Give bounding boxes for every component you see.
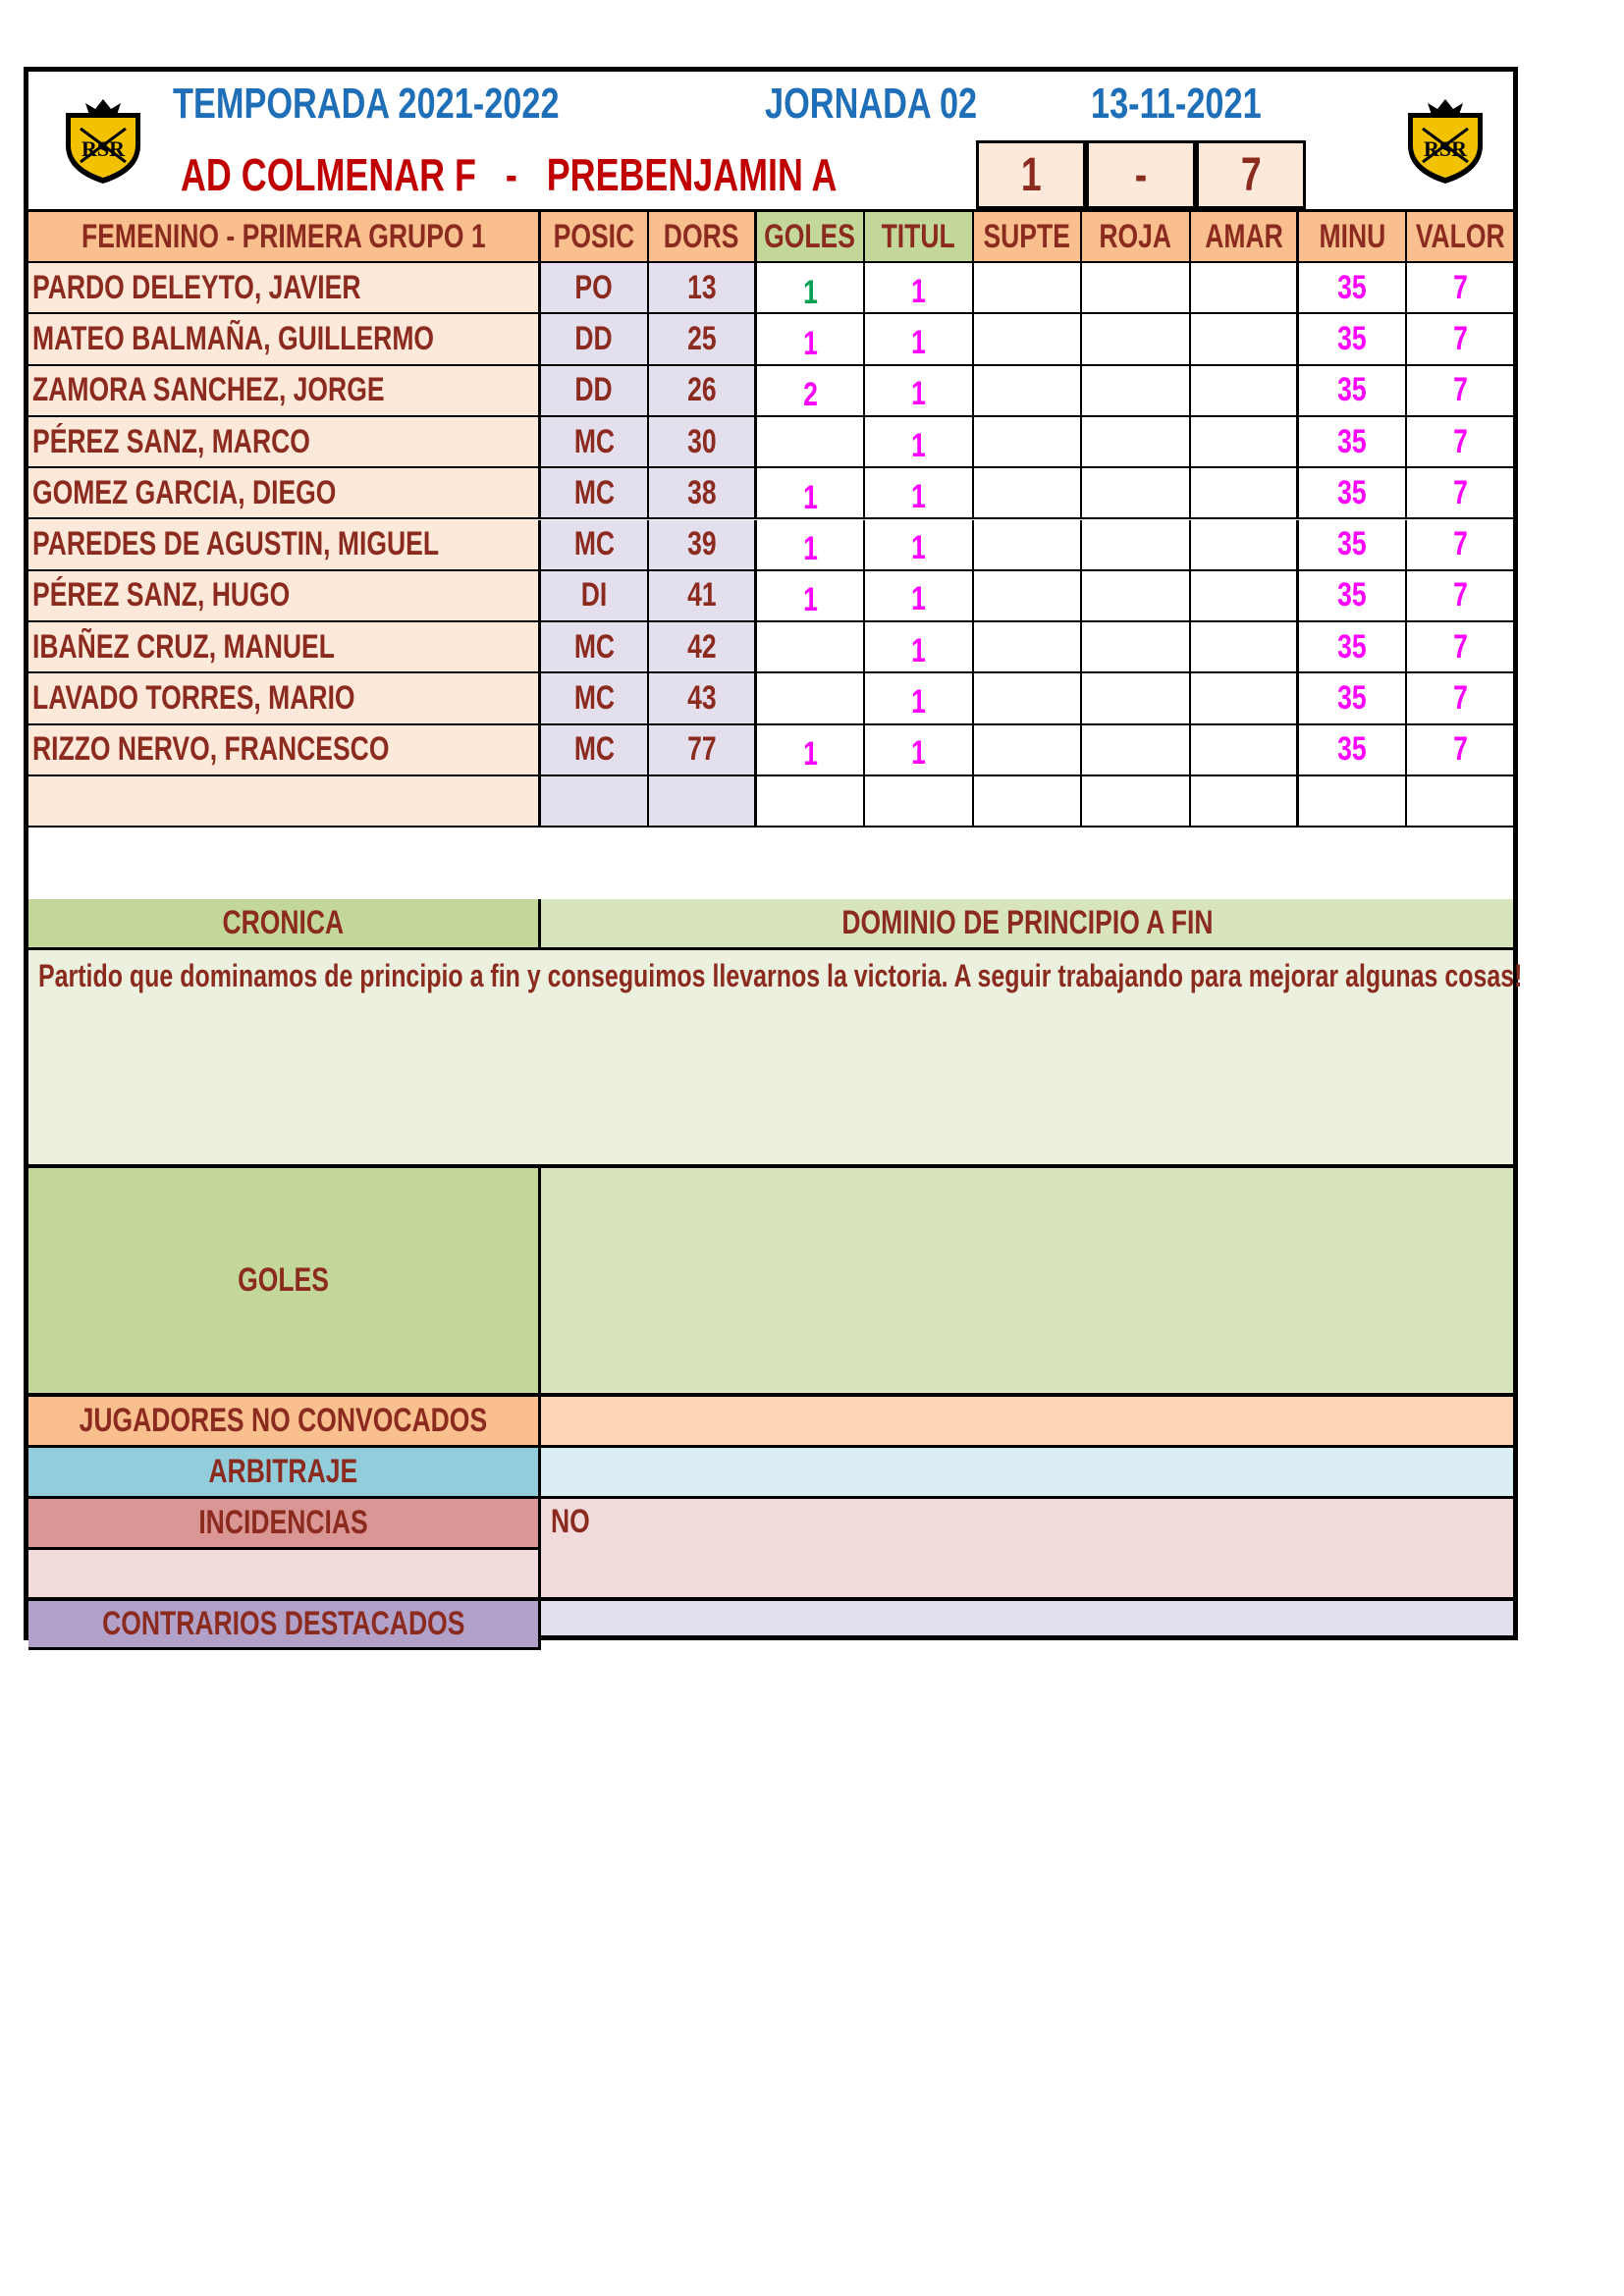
col-header-posic-label: POSIC	[553, 217, 635, 255]
table-cell-roja	[1082, 725, 1191, 776]
table-cell-amar	[1191, 571, 1299, 622]
row-name: PÉREZ SANZ, MARCO	[32, 422, 310, 460]
table-cell-goles	[757, 366, 865, 417]
row-titul: 1	[911, 375, 926, 413]
table-cell-name	[28, 725, 541, 776]
row-dors: 25	[686, 319, 717, 357]
row-dors: 26	[686, 371, 717, 409]
contrarios-label: CONTRARIOS DESTACADOS	[101, 1605, 465, 1642]
row-dors: 30	[686, 422, 717, 460]
table-cell-goles	[757, 520, 865, 571]
table-cell-supte	[974, 263, 1082, 314]
no-convocados-value-cell	[541, 1397, 1513, 1448]
arbitraje-label: ARBITRAJE	[208, 1453, 358, 1490]
table-cell-titul	[865, 314, 974, 365]
col-header-goles	[757, 212, 865, 263]
row-minu: 35	[1337, 422, 1367, 460]
row-dors: 42	[686, 627, 717, 666]
row-valor: 7	[1452, 679, 1468, 718]
table-cell-posic	[541, 776, 649, 828]
table-cell-goles	[757, 725, 865, 776]
table-cell-dors	[649, 673, 757, 724]
table-cell-valor	[1407, 622, 1513, 673]
table-cell-posic	[541, 520, 649, 571]
col-header-titul	[865, 212, 974, 263]
table-cell-valor	[1407, 673, 1513, 724]
table-cell-name	[28, 776, 541, 828]
contrarios-label-cell	[28, 1601, 541, 1650]
table-cell-goles	[757, 776, 865, 828]
row-name: GOMEZ GARCIA, DIEGO	[32, 473, 337, 511]
season-label: TEMPORADA 2021-2022	[173, 80, 560, 128]
table-cell-titul	[865, 366, 974, 417]
table-cell-valor	[1407, 468, 1513, 519]
row-dors: 77	[686, 730, 717, 769]
col-header-valor	[1407, 212, 1513, 263]
row-valor: 7	[1452, 319, 1468, 357]
table-cell-roja	[1082, 673, 1191, 724]
table-cell-amar	[1191, 725, 1299, 776]
col-header-goles-label: GOLES	[764, 217, 856, 255]
matchday-label: JORNADA 02	[765, 80, 978, 128]
table-cell-roja	[1082, 776, 1191, 828]
col-header-amar-label: AMAR	[1204, 217, 1283, 255]
row-valor: 7	[1452, 525, 1468, 563]
table-cell-valor	[1407, 417, 1513, 468]
table-cell-supte	[974, 468, 1082, 519]
table-cell-dors	[649, 520, 757, 571]
table-cell-goles	[757, 622, 865, 673]
table-cell-goles	[757, 571, 865, 622]
table-cell-name	[28, 366, 541, 417]
row-goles: 2	[802, 376, 818, 414]
table-cell-titul	[865, 622, 974, 673]
table-cell-titul	[865, 468, 974, 519]
col-header-amar	[1191, 212, 1299, 263]
table-cell-minu	[1299, 314, 1407, 365]
table-cell-amar	[1191, 263, 1299, 314]
table-cell-dors	[649, 571, 757, 622]
row-posic: MC	[573, 679, 615, 718]
table-cell-supte	[974, 673, 1082, 724]
table-cell-roja	[1082, 468, 1191, 519]
table-cell-name	[28, 314, 541, 365]
table-cell-titul	[865, 776, 974, 828]
svg-text:RSR: RSR	[1423, 136, 1468, 161]
row-name: MATEO BALMAÑA, GUILLERMO	[32, 319, 435, 357]
row-titul: 1	[911, 272, 926, 310]
row-posic: MC	[573, 730, 615, 769]
table-cell-name	[28, 520, 541, 571]
row-goles: 1	[802, 581, 818, 619]
table-cell-titul	[865, 571, 974, 622]
table-cell-minu	[1299, 776, 1407, 828]
col-header-minu	[1299, 212, 1407, 263]
match-date: 13-11-2021	[1091, 80, 1262, 128]
table-cell-valor	[1407, 725, 1513, 776]
row-titul: 1	[911, 734, 926, 773]
cronica-text: Partido que dominamos de principio a fin y conseguimos llevarnos la victoria. A seguir trabajando para mejorar algunas cosas!	[38, 958, 1523, 993]
col-header-supte-label: SUPTE	[983, 217, 1071, 255]
table-cell-dors	[649, 263, 757, 314]
player-stats-table	[28, 209, 1513, 899]
table-cell-minu	[1299, 468, 1407, 519]
row-name: RIZZO NERVO, FRANCESCO	[32, 730, 390, 769]
table-cell-titul	[865, 673, 974, 724]
table-cell-supte	[974, 366, 1082, 417]
table-cell-supte	[974, 520, 1082, 571]
table-cell-goles	[757, 468, 865, 519]
table-cell-dors	[649, 417, 757, 468]
col-header-posic	[541, 212, 649, 263]
table-cell-name	[28, 673, 541, 724]
row-dors: 41	[686, 576, 717, 614]
col-header-team-label: FEMENINO - PRIMERA GRUPO 1	[81, 217, 486, 255]
row-name: IBAÑEZ CRUZ, MANUEL	[32, 627, 335, 666]
goles-label: GOLES	[238, 1261, 329, 1299]
table-cell-dors	[649, 622, 757, 673]
col-header-dors	[649, 212, 757, 263]
table-cell-amar	[1191, 520, 1299, 571]
table-cell-name	[28, 417, 541, 468]
table-cell-roja	[1082, 314, 1191, 365]
row-goles: 1	[802, 324, 818, 362]
table-cell-supte	[974, 417, 1082, 468]
contrarios-value-cell	[541, 1601, 1513, 1635]
table-cell-minu	[1299, 417, 1407, 468]
row-minu: 35	[1337, 371, 1367, 409]
incidencias-label: INCIDENCIAS	[198, 1504, 368, 1541]
col-header-valor-label: VALOR	[1415, 217, 1505, 255]
row-dors: 39	[686, 525, 717, 563]
row-valor: 7	[1452, 627, 1468, 666]
table-cell-name	[28, 263, 541, 314]
row-titul: 1	[911, 529, 926, 567]
table-cell-posic	[541, 314, 649, 365]
table-cell-valor	[1407, 520, 1513, 571]
table-cell-minu	[1299, 571, 1407, 622]
col-header-roja	[1082, 212, 1191, 263]
row-dors: 38	[686, 473, 717, 511]
row-minu: 35	[1337, 679, 1367, 718]
table-cell-name	[28, 571, 541, 622]
row-posic: DI	[580, 576, 608, 614]
cronica-title: DOMINIO DE PRINCIPIO A FIN	[840, 904, 1214, 941]
row-titul: 1	[911, 631, 926, 669]
table-cell-roja	[1082, 520, 1191, 571]
table-cell-valor	[1407, 571, 1513, 622]
table-cell-dors	[649, 725, 757, 776]
table-cell-supte	[974, 776, 1082, 828]
table-cell-posic	[541, 622, 649, 673]
row-name: LAVADO TORRES, MARIO	[32, 679, 355, 718]
table-cell-dors	[649, 314, 757, 365]
row-minu: 35	[1337, 730, 1367, 769]
no-convocados-label: JUGADORES NO CONVOCADOS	[79, 1402, 488, 1439]
score-separator: -	[1134, 148, 1148, 201]
row-posic: MC	[573, 422, 615, 460]
row-posic: MC	[573, 525, 615, 563]
table-cell-amar	[1191, 417, 1299, 468]
table-cell-goles	[757, 314, 865, 365]
table-cell-supte	[974, 571, 1082, 622]
row-posic: DD	[574, 319, 614, 357]
row-titul: 1	[911, 683, 926, 721]
row-valor: 7	[1452, 473, 1468, 511]
row-minu: 35	[1337, 525, 1367, 563]
club-crest-icon	[1398, 91, 1492, 187]
table-cell-roja	[1082, 366, 1191, 417]
table-cell-amar	[1191, 776, 1299, 828]
table-cell-minu	[1299, 520, 1407, 571]
score-home-box	[976, 140, 1086, 209]
arbitraje-value-cell	[541, 1448, 1513, 1499]
row-posic: DD	[574, 371, 614, 409]
table-cell-minu	[1299, 673, 1407, 724]
table-cell-valor	[1407, 314, 1513, 365]
row-dors: 13	[686, 268, 717, 306]
row-goles: 1	[802, 273, 818, 311]
row-minu: 35	[1337, 319, 1367, 357]
table-cell-name	[28, 622, 541, 673]
table-cell-posic	[541, 673, 649, 724]
cronica-label: CRONICA	[222, 904, 345, 941]
table-cell-posic	[541, 263, 649, 314]
match-report-sheet	[24, 67, 1523, 1642]
row-minu: 35	[1337, 268, 1367, 306]
incidencias-extra-cell	[28, 1550, 541, 1601]
table-cell-amar	[1191, 314, 1299, 365]
table-cell-dors	[649, 468, 757, 519]
table-cell-name	[28, 468, 541, 519]
table-cell-amar	[1191, 468, 1299, 519]
col-header-dors-label: DORS	[664, 217, 739, 255]
table-cell-valor	[1407, 263, 1513, 314]
row-minu: 35	[1337, 473, 1367, 511]
row-valor: 7	[1452, 730, 1468, 769]
incidencias-value-cell	[541, 1499, 1513, 1601]
table-cell-valor	[1407, 776, 1513, 828]
table-cell-posic	[541, 468, 649, 519]
col-header-supte	[974, 212, 1082, 263]
score-home: 1	[1020, 148, 1042, 201]
table-cell-supte	[974, 314, 1082, 365]
table-cell-valor	[1407, 366, 1513, 417]
table-cell-amar	[1191, 366, 1299, 417]
row-titul: 1	[911, 580, 926, 618]
arbitraje-label-cell	[28, 1448, 541, 1499]
table-cell-goles	[757, 673, 865, 724]
table-cell-titul	[865, 417, 974, 468]
table-cell-roja	[1082, 417, 1191, 468]
table-cell-roja	[1082, 263, 1191, 314]
row-name: PÉREZ SANZ, HUGO	[32, 576, 291, 614]
table-cell-amar	[1191, 622, 1299, 673]
row-valor: 7	[1452, 576, 1468, 614]
row-name: ZAMORA SANCHEZ, JORGE	[32, 371, 385, 409]
table-cell-titul	[865, 520, 974, 571]
table-cell-minu	[1299, 366, 1407, 417]
svg-text:RSR: RSR	[81, 136, 126, 161]
table-cell-titul	[865, 725, 974, 776]
row-valor: 7	[1452, 422, 1468, 460]
cronica-text-cell	[28, 950, 1523, 1168]
cronica-label-cell	[28, 899, 541, 950]
col-header-minu-label: MINU	[1319, 217, 1385, 255]
row-goles: 1	[802, 478, 818, 516]
table-cell-posic	[541, 366, 649, 417]
row-goles: 1	[802, 530, 818, 568]
col-header-titul-label: TITUL	[881, 217, 956, 255]
row-titul: 1	[911, 426, 926, 464]
cronica-title-cell	[541, 899, 1513, 950]
table-cell-minu	[1299, 263, 1407, 314]
score-separator-box	[1086, 140, 1196, 209]
match-title: AD COLMENAR F - PREBENJAMIN A	[181, 149, 838, 200]
table-cell-supte	[974, 725, 1082, 776]
row-posic: MC	[573, 473, 615, 511]
row-name: PAREDES DE AGUSTIN, MIGUEL	[32, 525, 440, 563]
goles-value-cell	[541, 1168, 1513, 1397]
table-cell-goles	[757, 263, 865, 314]
row-name: PARDO DELEYTO, JAVIER	[32, 268, 361, 306]
table-cell-roja	[1082, 622, 1191, 673]
table-cell-roja	[1082, 571, 1191, 622]
table-cell-posic	[541, 571, 649, 622]
row-minu: 35	[1337, 576, 1367, 614]
club-crest-icon	[56, 91, 150, 187]
row-minu: 35	[1337, 627, 1367, 666]
row-valor: 7	[1452, 268, 1468, 306]
incidencias-value: NO	[551, 1503, 590, 1540]
col-header-team	[28, 212, 541, 263]
no-convocados-label-cell	[28, 1397, 541, 1448]
row-goles: 1	[802, 735, 818, 774]
table-cell-goles	[757, 417, 865, 468]
row-titul: 1	[911, 477, 926, 515]
goles-label-cell	[28, 1168, 541, 1397]
table-cell-posic	[541, 725, 649, 776]
row-posic: PO	[574, 268, 614, 306]
table-cell-dors	[649, 776, 757, 828]
table-cell-minu	[1299, 622, 1407, 673]
score-away: 7	[1240, 148, 1262, 201]
row-posic: MC	[573, 627, 615, 666]
row-valor: 7	[1452, 371, 1468, 409]
incidencias-label-cell	[28, 1499, 541, 1550]
table-cell-posic	[541, 417, 649, 468]
col-header-roja-label: ROJA	[1099, 217, 1172, 255]
table-cell-supte	[974, 622, 1082, 673]
table-cell-titul	[865, 263, 974, 314]
table-cell-dors	[649, 366, 757, 417]
table-cell-minu	[1299, 725, 1407, 776]
row-titul: 1	[911, 323, 926, 361]
row-dors: 43	[686, 679, 717, 718]
score-away-box	[1196, 140, 1306, 209]
table-cell-amar	[1191, 673, 1299, 724]
